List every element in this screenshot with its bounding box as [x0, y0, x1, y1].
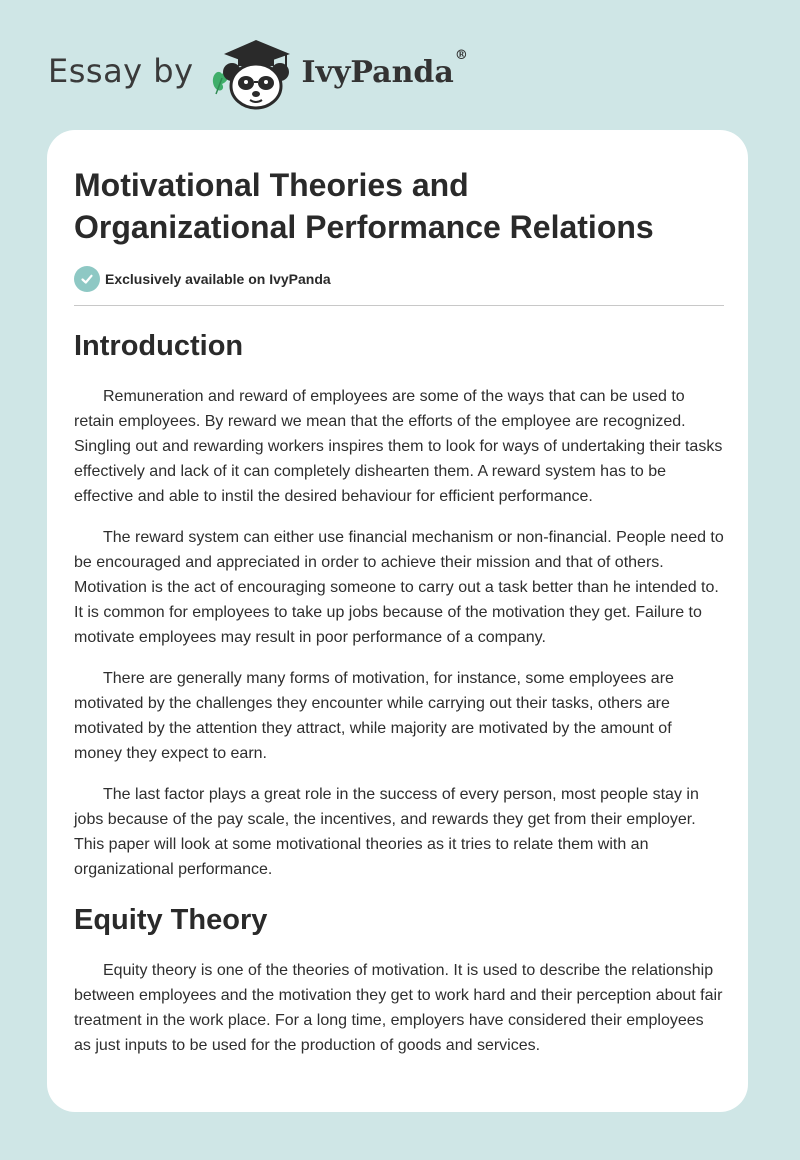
paragraph: Remuneration and reward of employees are some of the ways that can be used to retain employees. By reward we mean that the efforts of the employee are recognized. Singling out and rewarding workers inspires them to look for ways of undertaking their tasks effectively and lack of it can completely dishearten them. A reward system has to be effective and able to instil the desired behaviour for efficient performance. — [74, 388, 723, 505]
title-line-2: Organizational Performance Relations — [74, 209, 654, 245]
panda-graduate-logo-icon[interactable] — [208, 34, 300, 114]
paragraph: The reward system can either use financial mechanism or non-financial. People need to be encouraged and appreciated in order to achieve their mission and that of others. Motivation is the act of encouraging someone to carry out a task better than he intended to. It is common for employees to take up jobs because of the motivation they get. Failure to motivate employees may result in poor performance of a company. — [74, 529, 724, 646]
essay-content — [74, 164, 724, 1058]
page-title — [74, 164, 724, 248]
title-line-1: Motivational Theories and — [74, 167, 469, 203]
section-heading-equity-theory: Equity Theory — [74, 904, 268, 936]
essay-card — [47, 130, 748, 1112]
registered-mark: ® — [454, 48, 468, 63]
brand-name[interactable]: IvyPanda® — [301, 48, 468, 90]
section-heading-introduction: Introduction — [74, 330, 244, 362]
essay-by-label: Essay by — [48, 52, 194, 90]
paragraph: There are generally many forms of motivation, for instance, some employees are motivated by the challenges they encounter while carrying out their tasks, others are motivated by the attention they attract, while majority are motivated by the amount of money they expect to earn. — [74, 670, 674, 762]
check-icon — [74, 266, 100, 292]
exclusive-badge — [74, 266, 724, 292]
site-header — [48, 34, 468, 114]
exclusive-label: Exclusively available on IvyPanda — [105, 271, 331, 287]
paragraph: Equity theory is one of the theories of motivation. It is used to describe the relationship between employees and the motivation they get to work hard and their perception about fair treatment in the work place. For a long time, employers have considered their employees as just inputs to be used for the production of goods and services. — [74, 962, 723, 1054]
divider — [74, 305, 724, 306]
paragraph: The last factor plays a great role in the success of every person, most people stay in jobs because of the pay scale, the incentives, and rewards they get from their employer. This paper will look at some motivational theories as it tries to relate them with an organizational performance. — [74, 786, 699, 878]
